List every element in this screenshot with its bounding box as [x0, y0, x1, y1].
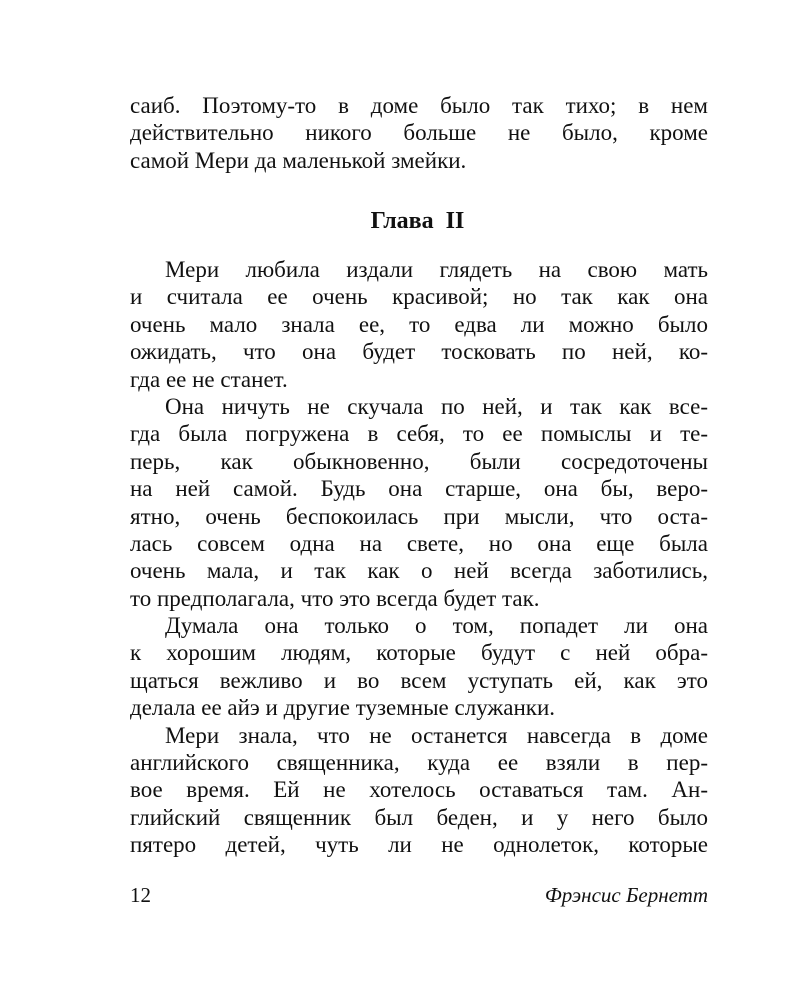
text-line: к хорошим людям, которые будут с ней обра- [130, 640, 708, 666]
text-line: самой Мери да маленькой змейки. [130, 147, 467, 173]
text-line: лась совсем одна на свете, но она еще была [130, 530, 708, 556]
text-line: перь, как обыкновенно, были сосредоточены [130, 448, 708, 474]
chapter-body [130, 256, 708, 859]
text-line: саиб. Поэтому-то в доме было так тихо; в нем [130, 93, 708, 118]
text-line: английского священника, куда ее взяли в пер- [130, 750, 708, 776]
intro-paragraph [130, 92, 708, 174]
text-line: ятно, очень беспокоилась при мысли, что оста- [130, 503, 708, 529]
text-line: Мери знала, что не останется навсегда в доме [165, 722, 708, 748]
page-footer [130, 880, 708, 910]
text-line: очень мала, и так как о ней всегда заботились, [130, 558, 708, 584]
text-line: Она ничуть не скучала по ней, и так как все- [165, 393, 708, 419]
author-name: Фрэнсис Бернетт [544, 883, 708, 907]
text-line: действительно никого больше не было, кроме [130, 120, 708, 146]
text-line: вое время. Ей не хотелось оставаться там. Ан- [130, 777, 708, 803]
text-line: то предполагала, что это всегда будет так. [130, 585, 540, 611]
chapter-heading: Глава II [370, 208, 465, 234]
text-line: Думала она только о том, попадет ли она [165, 613, 708, 639]
text-line: очень мало знала ее, то едва ли можно было [130, 311, 708, 337]
text-line: гда была погружена в себя, то ее помыслы и те- [130, 421, 708, 447]
text-line: гда ее не станет. [130, 366, 288, 392]
text-line: Мери любила издали глядеть на свою мать [165, 257, 708, 282]
text-line: делала ее айэ и другие туземные служанки. [130, 695, 556, 721]
text-line: ожидать, что она будет тосковать по ней, ко- [130, 339, 708, 365]
text-line: и считала ее очень красивой; но так как она [130, 284, 708, 310]
text-line: глийский священник был беден, и у него было [130, 804, 708, 830]
text-line: щаться вежливо и во всем уступать ей, как это [130, 667, 708, 693]
page-number: 12 [130, 883, 151, 907]
text-line: пятеро детей, чуть ли не однолеток, которые [130, 832, 708, 858]
text-line: на ней самой. Будь она старше, она бы, веро- [130, 476, 708, 502]
